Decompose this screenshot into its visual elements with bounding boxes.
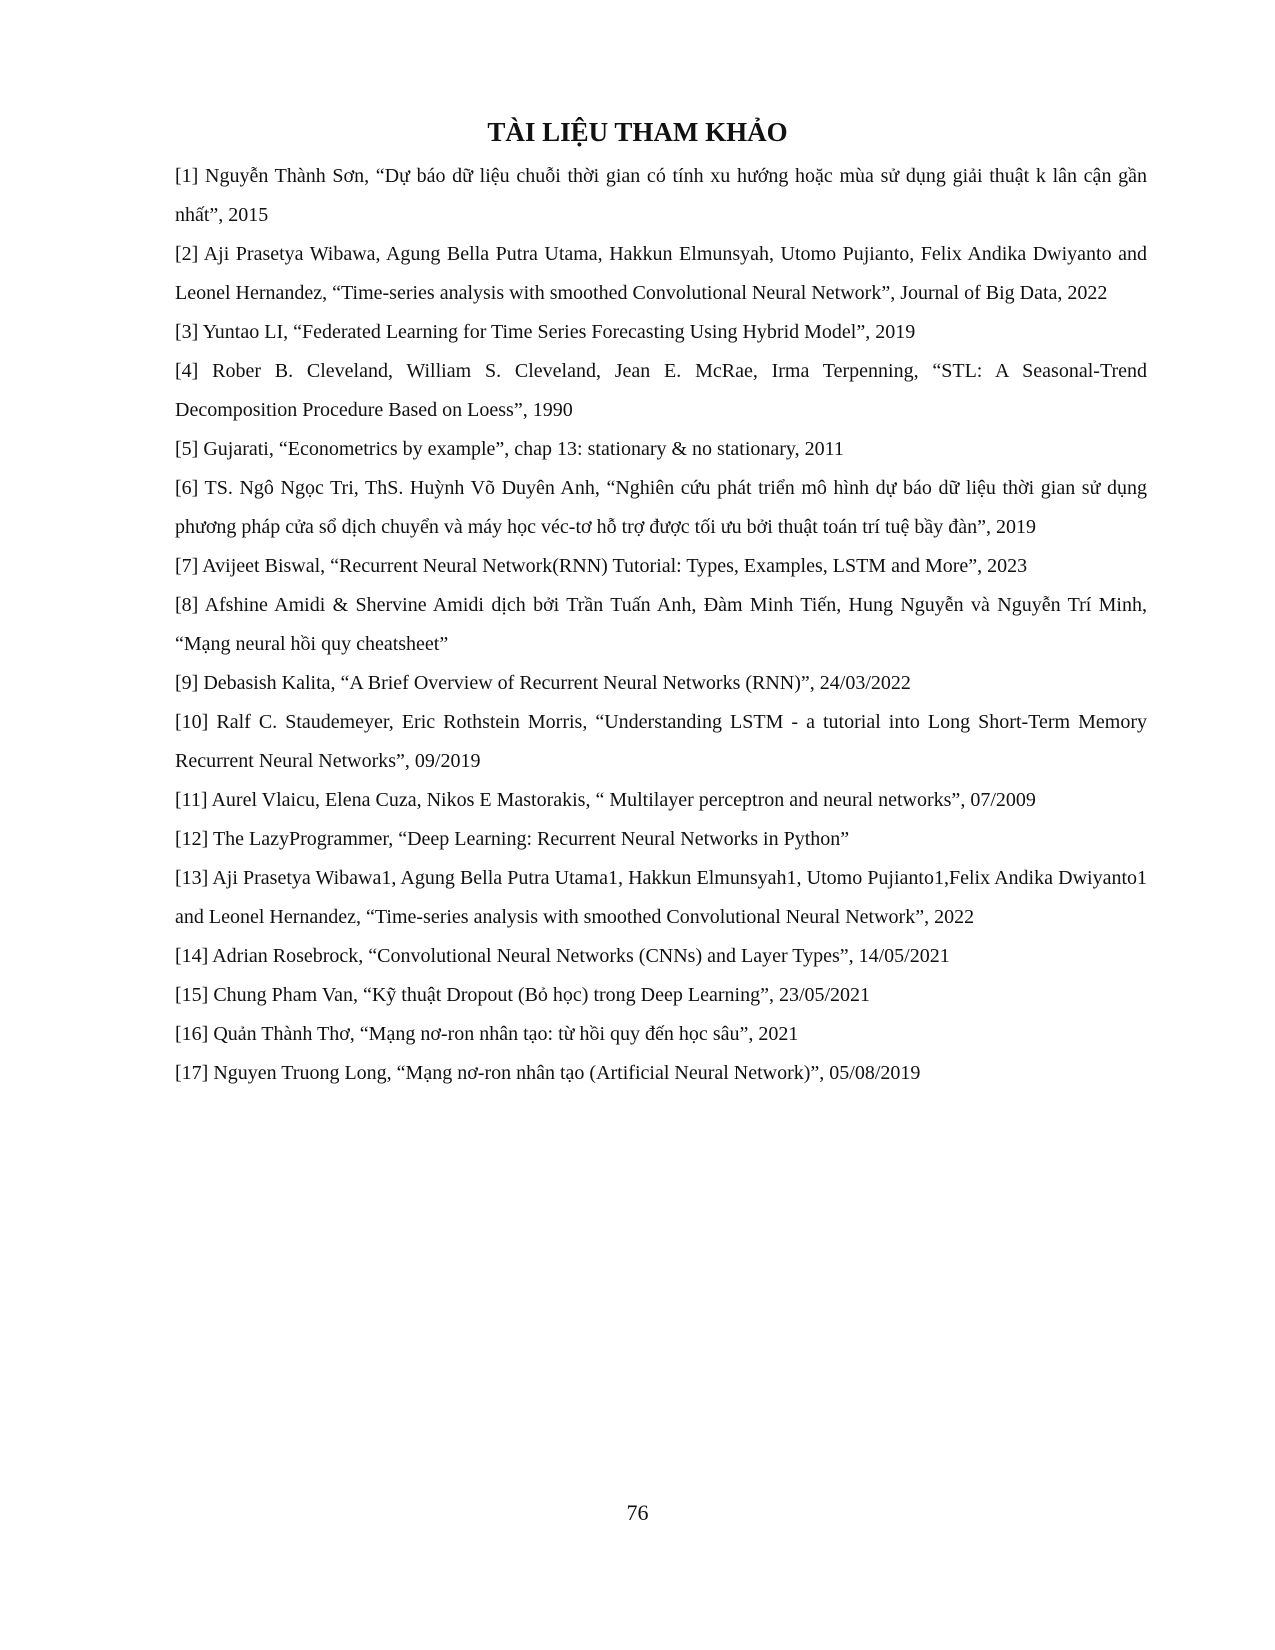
- reference-item: [8] Afshine Amidi & Shervine Amidi dịch bởi Trần Tuấn Anh, Đàm Minh Tiến, Hung Nguyễn và Nguyễn Trí Minh, “Mạng neural hồi quy cheatsheet”: [175, 594, 1147, 655]
- reference-item: [12] The LazyProgrammer, “Deep Learning: Recurrent Neural Networks in Python”: [175, 828, 850, 850]
- reference-item: [6] TS. Ngô Ngọc Tri, ThS. Huỳnh Võ Duyên Anh, “Nghiên cứu phát triển mô hình dự báo dữ liệu thời gian sử dụng phương pháp cửa sổ dịch chuyển và máy học véc-tơ hỗ trợ được tối ưu bởi thuật toán trí tuệ bầy đàn”, 2019: [175, 477, 1147, 538]
- reference-item: [4] Rober B. Cleveland, William S. Cleveland, Jean E. McRae, Irma Terpenning, “STL: A Seasonal-Trend Decomposition Procedure Based on Loess”, 1990: [175, 360, 1147, 421]
- reference-item: [2] Aji Prasetya Wibawa, Agung Bella Putra Utama, Hakkun Elmunsyah, Utomo Pujianto, Felix Andika Dwiyanto and Leonel Hernandez, “Time-series analysis with smoothed Convolutional Neural Network”, Journal of Big Data, 2022: [175, 243, 1147, 304]
- reference-item: [15] Chung Pham Van, “Kỹ thuật Dropout (Bỏ học) trong Deep Learning”, 23/05/2021: [175, 984, 871, 1006]
- reference-item: [17] Nguyen Truong Long, “Mạng nơ-ron nhân tạo (Artificial Neural Network)”, 05/08/2019: [175, 1062, 921, 1084]
- reference-item: [7] Avijeet Biswal, “Recurrent Neural Network(RNN) Tutorial: Types, Examples, LSTM and More”, 2023: [175, 555, 1028, 577]
- reference-item: [13] Aji Prasetya Wibawa1, Agung Bella Putra Utama1, Hakkun Elmunsyah1, Utomo Pujianto1,Felix Andika Dwiyanto1 and Leonel Hernandez, “Time-series analysis with smoothed Convolutional Neural Network”, 2022: [175, 867, 1147, 928]
- page-title: TÀI LIỆU THAM KHẢO: [487, 117, 788, 147]
- reference-item: [5] Gujarati, “Econometrics by example”, chap 13: stationary & no stationary, 2011: [175, 438, 844, 460]
- page-number: 76: [626, 1500, 649, 1525]
- reference-item: [11] Aurel Vlaicu, Elena Cuza, Nikos E Mastorakis, “ Multilayer perceptron and neural networks”, 07/2009: [175, 789, 1036, 811]
- reference-item: [3] Yuntao LI, “Federated Learning for Time Series Forecasting Using Hybrid Model”, 2019: [175, 321, 916, 343]
- reference-item: [1] Nguyễn Thành Sơn, “Dự báo dữ liệu chuỗi thời gian có tính xu hướng hoặc mùa sử dụng giải thuật k lân cận gần nhất”, 2015: [175, 165, 1147, 226]
- reference-list: [175, 157, 1147, 1093]
- reference-item: [14] Adrian Rosebrock, “Convolutional Neural Networks (CNNs) and Layer Types”, 14/05/2021: [175, 945, 950, 967]
- reference-item: [9] Debasish Kalita, “A Brief Overview of Recurrent Neural Networks (RNN)”, 24/03/2022: [175, 672, 911, 694]
- reference-item: [16] Quản Thành Thơ, “Mạng nơ-ron nhân tạo: từ hồi quy đến học sâu”, 2021: [175, 1023, 799, 1045]
- reference-item: [10] Ralf C. Staudemeyer, Eric Rothstein Morris, “Understanding LSTM - a tutorial into Long Short-Term Memory Recurrent Neural Networks”, 09/2019: [175, 711, 1147, 772]
